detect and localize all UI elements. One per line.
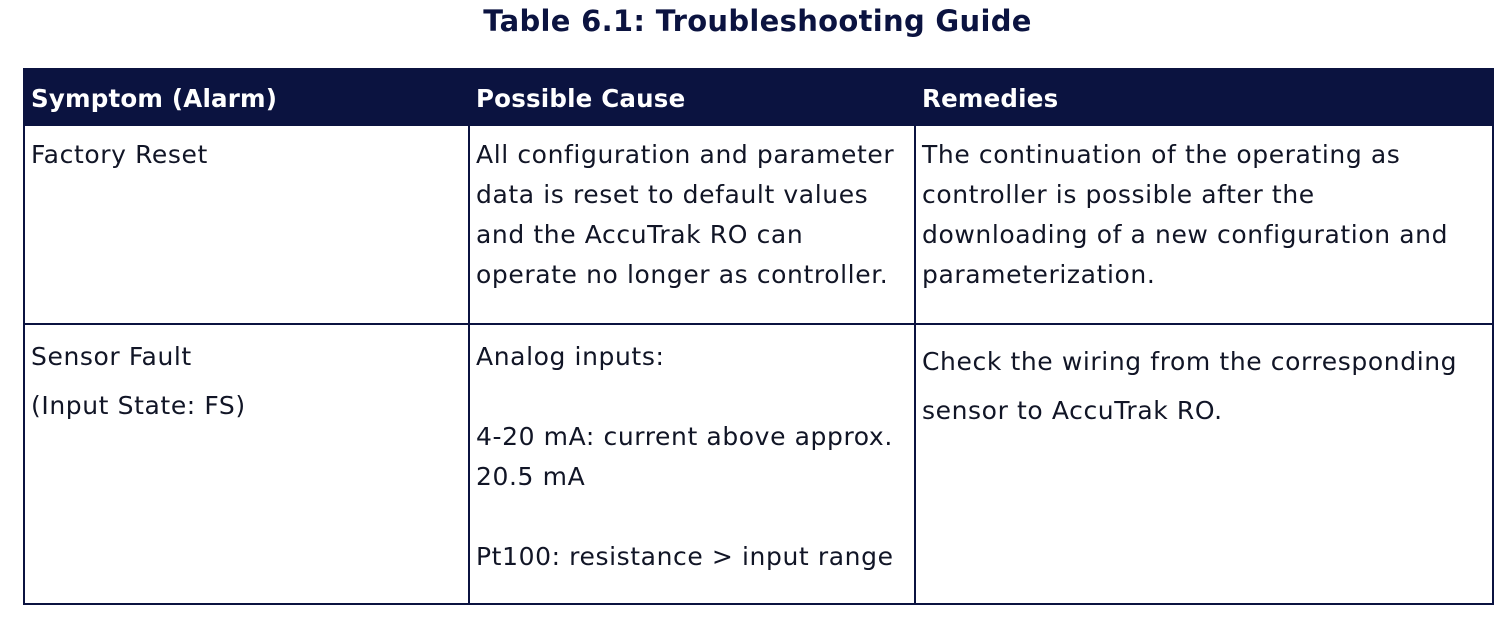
column-header-remedies: Remedies (915, 69, 1493, 125)
symptom-detail-text: (Input State: FS) (31, 391, 246, 420)
remedy-cell (915, 125, 1493, 324)
cause-cell (469, 324, 915, 604)
table-title: Table 6.1: Troubleshooting Guide (483, 4, 1032, 38)
cause-cell (469, 125, 915, 324)
column-header-symptom: Symptom (Alarm) (24, 69, 469, 125)
table-row (24, 324, 1493, 604)
header-row (24, 69, 1493, 125)
remedy-text: Check the wiring from the corresponding sensor to AccuTrak RO. (922, 347, 1458, 425)
cause-item-text: Pt100: resistance > input range (476, 542, 894, 571)
table-body (24, 125, 1493, 604)
spacer (31, 377, 462, 386)
symptom-cell (24, 125, 469, 324)
troubleshooting-table (23, 68, 1494, 605)
table-row (24, 125, 1493, 324)
spacer (476, 377, 908, 417)
spacer (476, 497, 908, 537)
cause-item-text: 4-20 mA: current above approx. 20.5 mA (476, 422, 893, 491)
remedy-text: The continuation of the operating as controller is possible after the downloading of a new configuration and parameterization. (922, 140, 1449, 289)
table-header (24, 69, 1493, 125)
cause-text: All configuration and parameter data is reset to default values and the AccuTrak RO can operate no longer as controller. (476, 140, 895, 289)
cause-heading-text: Analog inputs: (476, 342, 665, 371)
symptom-text: Sensor Fault (31, 342, 192, 371)
remedy-cell (915, 324, 1493, 604)
symptom-text: Factory Reset (31, 140, 208, 169)
symptom-cell (24, 324, 469, 604)
column-header-cause: Possible Cause (469, 69, 915, 125)
